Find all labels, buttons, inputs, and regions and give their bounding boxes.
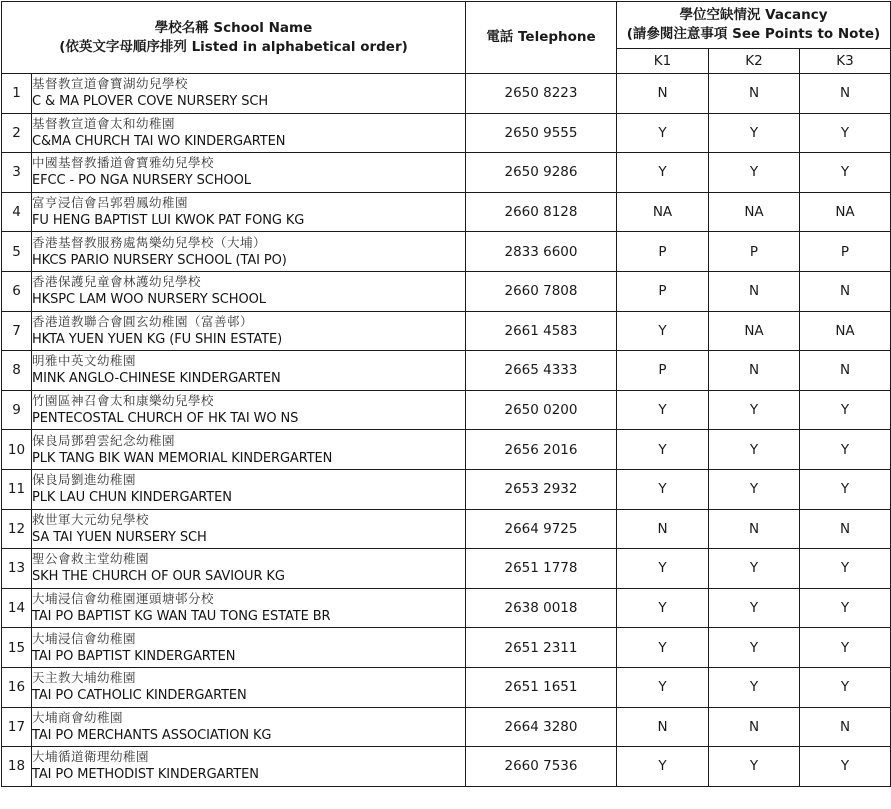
row-number: 4	[2, 192, 32, 232]
table-row	[2, 628, 891, 668]
k3-vacancy-cell: N	[800, 351, 891, 391]
k1-vacancy-cell: P	[617, 271, 709, 311]
school-name-english: TAI PO METHODIST KINDERGARTEN	[32, 767, 259, 783]
k3-vacancy-cell: NA	[800, 311, 891, 351]
k3-vacancy-cell: N	[800, 509, 891, 549]
k1-vacancy-cell: Y	[617, 430, 709, 470]
school-name-english: TAI PO BAPTIST KG WAN TAU TONG ESTATE BR	[32, 609, 331, 625]
school-name-english: HKCS PARIO NURSERY SCHOOL (TAI PO)	[32, 252, 287, 268]
school-name-cell	[32, 509, 466, 549]
row-number: 13	[2, 549, 32, 589]
school-name-cell	[32, 351, 466, 391]
k3-vacancy-cell: N	[800, 271, 891, 311]
table-row	[2, 667, 891, 707]
k3-vacancy-cell: Y	[800, 430, 891, 470]
k2-vacancy-cell: N	[709, 351, 800, 391]
k3-vacancy-cell: NA	[800, 192, 891, 232]
k3-vacancy-cell: Y	[800, 469, 891, 509]
row-number: 3	[2, 153, 32, 193]
school-name-cell	[32, 549, 466, 589]
table-row	[2, 74, 891, 114]
k1-vacancy-cell: Y	[617, 390, 709, 430]
school-name-english: C & MA PLOVER COVE NURSERY SCH	[32, 94, 269, 110]
k2-vacancy-cell: Y	[709, 430, 800, 470]
table-row	[2, 153, 891, 193]
table-row	[2, 549, 891, 589]
telephone-cell: 2661 4583	[466, 311, 617, 351]
table-row	[2, 232, 891, 272]
school-name-cell	[32, 192, 466, 232]
row-number: 16	[2, 667, 32, 707]
telephone-header-label: 電話 Telephone	[486, 29, 596, 45]
k2-vacancy-cell: Y	[709, 588, 800, 628]
table-row	[2, 390, 891, 430]
telephone-cell: 2664 9725	[466, 509, 617, 549]
k2-vacancy-cell: Y	[709, 549, 800, 589]
row-number: 7	[2, 311, 32, 351]
school-name-english: FU HENG BAPTIST LUI KWOK PAT FONG KG	[32, 213, 305, 229]
school-name-cell	[32, 74, 466, 114]
k2-vacancy-cell: Y	[709, 113, 800, 153]
school-name-cell	[32, 628, 466, 668]
school-name-english: SA TAI YUEN NURSERY SCH	[32, 529, 207, 545]
k3-vacancy-cell: N	[800, 74, 891, 114]
telephone-header	[466, 2, 617, 74]
telephone-cell: 2660 7808	[466, 271, 617, 311]
school-name-chinese: 大埔浸信會幼稚園運頭塘邨分校	[32, 591, 215, 607]
table-row	[2, 192, 891, 232]
k1-vacancy-cell: Y	[617, 113, 709, 153]
school-name-chinese: 香港基督教服務處雋樂幼兒學校（大埔）	[32, 234, 267, 250]
table-row	[2, 707, 891, 747]
k3-vacancy-cell: Y	[800, 628, 891, 668]
school-name-cell	[32, 747, 466, 787]
row-number: 17	[2, 707, 32, 747]
school-name-cell	[32, 271, 466, 311]
school-name-chinese: 富亨浸信會呂郭碧鳳幼稚園	[32, 195, 189, 211]
k2-vacancy-cell: NA	[709, 192, 800, 232]
telephone-cell: 2664 3280	[466, 707, 617, 747]
k2-vacancy-cell: Y	[709, 153, 800, 193]
school-name-english: MINK ANGLO-CHINESE KINDERGARTEN	[32, 371, 281, 387]
k1-vacancy-cell: N	[617, 707, 709, 747]
row-number: 14	[2, 588, 32, 628]
school-name-chinese: 香港道教聯合會圓玄幼稚園（富善邨）	[32, 313, 254, 329]
vacancy-header-line1: 學位空缺情況 Vacancy	[679, 7, 828, 23]
k1-vacancy-cell: Y	[617, 747, 709, 787]
school-name-header	[2, 2, 466, 74]
k1-vacancy-cell: NA	[617, 192, 709, 232]
k1-vacancy-cell: N	[617, 74, 709, 114]
k3-vacancy-cell: Y	[800, 549, 891, 589]
k1-vacancy-cell: Y	[617, 588, 709, 628]
school-name-cell	[32, 588, 466, 628]
school-name-chinese: 香港保護兒童會林護幼兒學校	[32, 274, 202, 290]
table-row	[2, 271, 891, 311]
school-name-chinese: 竹園區神召會太和康樂幼兒學校	[32, 393, 215, 409]
k3-vacancy-cell: Y	[800, 390, 891, 430]
k2-vacancy-cell: P	[709, 232, 800, 272]
telephone-cell: 2650 9286	[466, 153, 617, 193]
school-name-chinese: 聖公會救主堂幼稚園	[32, 551, 150, 567]
k1-vacancy-cell: P	[617, 232, 709, 272]
telephone-cell: 2650 8223	[466, 74, 617, 114]
k1-vacancy-cell: Y	[617, 549, 709, 589]
k3-vacancy-cell: Y	[800, 153, 891, 193]
school-name-english: TAI PO MERCHANTS ASSOCIATION KG	[32, 727, 272, 743]
k3-vacancy-cell: Y	[800, 747, 891, 787]
k1-vacancy-cell: Y	[617, 469, 709, 509]
row-number: 12	[2, 509, 32, 549]
school-name-english: PLK LAU CHUN KINDERGARTEN	[32, 490, 232, 506]
school-name-chinese: 保良局鄧碧雲紀念幼稚園	[32, 432, 176, 448]
school-name-cell	[32, 667, 466, 707]
school-name-english: PENTECOSTAL CHURCH OF HK TAI WO NS	[32, 411, 299, 427]
school-name-english: EFCC - PO NGA NURSERY SCHOOL	[32, 173, 251, 189]
k2-vacancy-cell: N	[709, 707, 800, 747]
school-name-cell	[32, 707, 466, 747]
row-number: 1	[2, 74, 32, 114]
k3-vacancy-cell: P	[800, 232, 891, 272]
k3-vacancy-cell: Y	[800, 667, 891, 707]
table-row	[2, 351, 891, 391]
k1-vacancy-cell: Y	[617, 628, 709, 668]
table-row	[2, 509, 891, 549]
school-name-chinese: 天主教大埔幼稚園	[32, 670, 137, 686]
telephone-cell: 2650 9555	[466, 113, 617, 153]
k2-vacancy-cell: N	[709, 509, 800, 549]
row-number: 10	[2, 430, 32, 470]
k2-vacancy-cell: N	[709, 271, 800, 311]
school-name-chinese: 基督教宣道會寶湖幼兒學校	[32, 76, 189, 92]
k2-header: K2	[709, 49, 800, 74]
k2-vacancy-cell: Y	[709, 667, 800, 707]
k3-vacancy-cell: Y	[800, 588, 891, 628]
telephone-cell: 2660 8128	[466, 192, 617, 232]
school-name-chinese: 大埔商會幼稚園	[32, 709, 124, 725]
k2-vacancy-cell: N	[709, 74, 800, 114]
telephone-cell: 2665 4333	[466, 351, 617, 391]
telephone-cell: 2660 7536	[466, 747, 617, 787]
school-name-chinese: 中國基督教播道會寶雅幼兒學校	[32, 155, 215, 171]
school-name-chinese: 明雅中英文幼稚園	[32, 353, 137, 369]
school-name-english: C&MA CHURCH TAI WO KINDERGARTEN	[32, 133, 286, 149]
table-row	[2, 588, 891, 628]
k2-vacancy-cell: NA	[709, 311, 800, 351]
row-number: 6	[2, 271, 32, 311]
vacancy-header-line2: (請參閱注意事項 See Points to Note)	[626, 26, 881, 42]
row-number: 2	[2, 113, 32, 153]
school-name-chinese: 保良局劉進幼稚園	[32, 472, 137, 488]
table-row	[2, 747, 891, 787]
k1-header: K1	[617, 49, 709, 74]
k1-vacancy-cell: P	[617, 351, 709, 391]
table-row	[2, 113, 891, 153]
school-name-english: HKSPC LAM WOO NURSERY SCHOOL	[32, 292, 266, 308]
row-number: 18	[2, 747, 32, 787]
k2-vacancy-cell: Y	[709, 628, 800, 668]
row-number: 5	[2, 232, 32, 272]
k1-vacancy-cell: Y	[617, 667, 709, 707]
school-name-english: TAI PO BAPTIST KINDERGARTEN	[32, 648, 236, 664]
telephone-cell: 2656 2016	[466, 430, 617, 470]
row-number: 9	[2, 390, 32, 430]
k3-header: K3	[800, 49, 891, 74]
school-name-header-line2: (依英文字母順序排列 Listed in alphabetical order)	[59, 38, 408, 55]
k2-vacancy-cell: Y	[709, 469, 800, 509]
school-name-english: TAI PO CATHOLIC KINDERGARTEN	[32, 688, 247, 704]
school-name-cell	[32, 469, 466, 509]
k1-vacancy-cell: Y	[617, 311, 709, 351]
school-name-header-line1: 學校名稱 School Name	[154, 19, 313, 36]
row-number: 11	[2, 469, 32, 509]
school-name-cell	[32, 153, 466, 193]
school-name-chinese: 大埔浸信會幼稚園	[32, 630, 137, 646]
telephone-cell: 2651 1651	[466, 667, 617, 707]
table-row	[2, 311, 891, 351]
table-row	[2, 469, 891, 509]
school-name-english: PLK TANG BIK WAN MEMORIAL KINDERGARTEN	[32, 450, 333, 466]
telephone-cell: 2651 2311	[466, 628, 617, 668]
vacancy-header	[617, 2, 891, 49]
row-number: 15	[2, 628, 32, 668]
k1-vacancy-cell: Y	[617, 153, 709, 193]
school-name-chinese: 大埔循道衛理幼稚園	[32, 749, 150, 765]
school-name-english: SKH THE CHURCH OF OUR SAVIOUR KG	[32, 569, 285, 585]
k1-vacancy-cell: N	[617, 509, 709, 549]
k2-vacancy-cell: Y	[709, 390, 800, 430]
telephone-cell: 2650 0200	[466, 390, 617, 430]
school-name-cell	[32, 232, 466, 272]
telephone-cell: 2653 2932	[466, 469, 617, 509]
telephone-cell: 2651 1778	[466, 549, 617, 589]
telephone-cell: 2833 6600	[466, 232, 617, 272]
school-name-cell	[32, 390, 466, 430]
table-body	[2, 74, 891, 787]
row-number: 8	[2, 351, 32, 391]
k2-vacancy-cell: Y	[709, 747, 800, 787]
k3-vacancy-cell: Y	[800, 113, 891, 153]
school-name-cell	[32, 311, 466, 351]
school-name-cell	[32, 430, 466, 470]
k3-vacancy-cell: N	[800, 707, 891, 747]
school-name-chinese: 救世軍大元幼兒學校	[32, 511, 150, 527]
telephone-cell: 2638 0018	[466, 588, 617, 628]
school-name-chinese: 基督教宣道會太和幼稚園	[32, 115, 176, 131]
table-row	[2, 430, 891, 470]
kindergarten-vacancy-table	[1, 1, 891, 787]
school-name-cell	[32, 113, 466, 153]
school-name-english: HKTA YUEN YUEN KG (FU SHIN ESTATE)	[32, 331, 283, 347]
